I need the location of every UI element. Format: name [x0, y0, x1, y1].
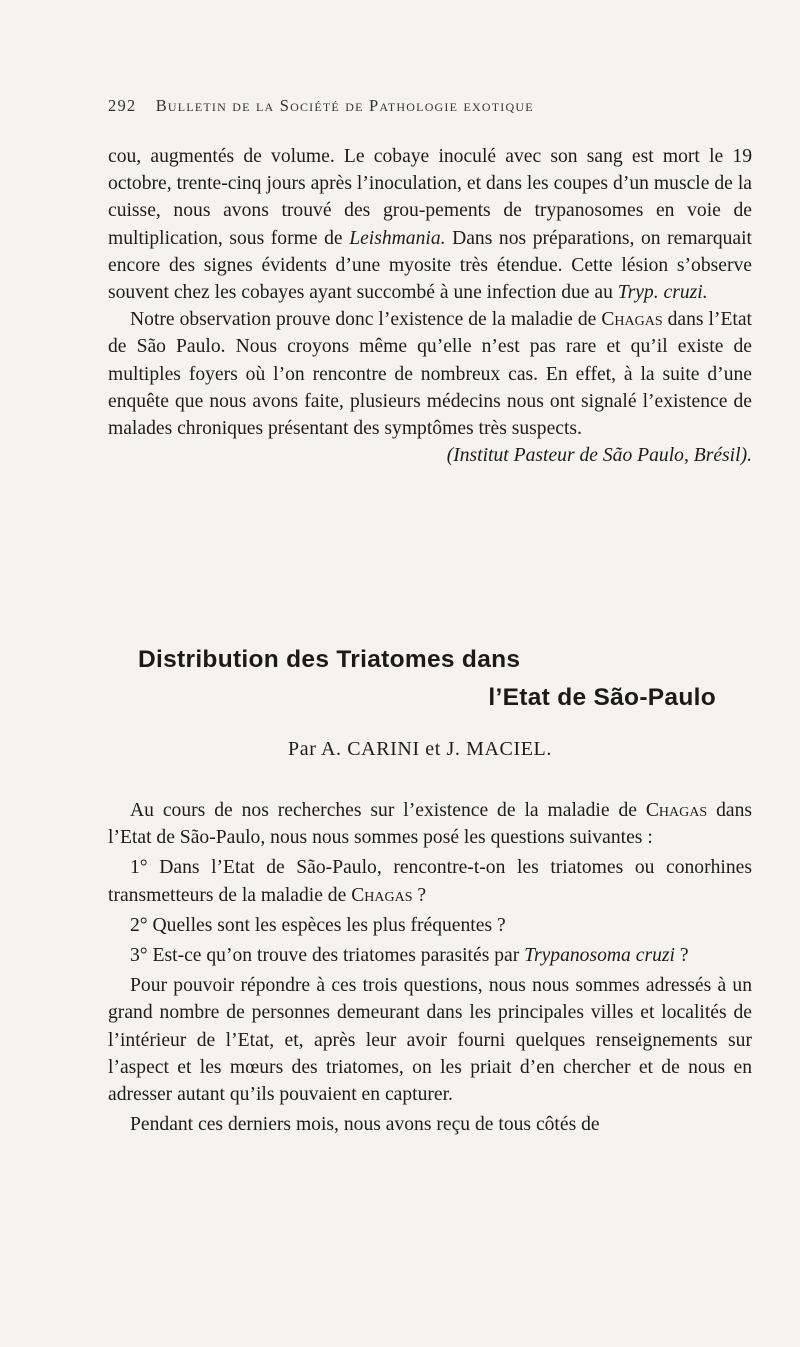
question-1 [108, 854, 752, 908]
paragraph: Pendant ces derniers mois, nous avons reçu de tous côtés de [130, 1114, 600, 1136]
text-run: dans l’Etat de São-Paulo, nous nous sommes posé les questions suivantes : [108, 800, 752, 849]
author-name: Chagas [351, 884, 413, 906]
article-body [108, 797, 752, 1138]
author-name: Chagas [601, 309, 663, 331]
article-title-line1: Distribution des Triatomes dans [138, 646, 521, 673]
italic-term: Trypanosoma cruzi [524, 945, 675, 967]
text-run: 1° Dans l’Etat de São-Paulo, rencontre-t-on les triatomes ou conorhines transmetteurs de la maladie de [108, 857, 752, 906]
paragraph [108, 143, 752, 306]
text-run: dans l’Etat de São Paulo. Nous croyons même qu’elle n’est pas rare et qu’il existe de multiples foyers où l’on rencontre de nombreux cas. En effet, à la suite d’une enquête que nous avons faite, plusieurs médecins nous ont signalé l’existence de malades chroniques présentant des symptômes très suspects. [108, 309, 752, 440]
text-run: Au cours de nos recherches sur l’existence de la maladie de [130, 800, 646, 821]
question-2: 2° Quelles sont les espèces les plus fréquentes ? [130, 914, 506, 936]
page-number: 292 [108, 96, 137, 115]
text-run: cou, augmentés de volume. Le cobaye inoculé avec son sang est mort le 19 octobre, trente-cinq jours après l’inoculation, et dans les coupes d’un muscle de la cuisse, nous avons trouvé des grou-pements de trypanosomes en voie de multiplication, sous forme de [108, 146, 752, 249]
text-run: Dans nos préparations, on remarquait encore des signes évidents d’une myosite très étendue. Cette lésion s’observe souvent chez les cobayes ayant succombé à une infection due au [108, 227, 752, 304]
text-run: Notre observation prouve donc l’existence de la maladie de [130, 309, 602, 331]
paragraph [108, 797, 752, 851]
paragraph: Pour pouvoir répondre à ces trois questions, nous nous sommes adressés à un grand nombre de personnes demeurant dans les principales villes et localités de l’intérieur de l’Etat, et, après leur avoir fourni quelques renseignements sur l’aspect et les mœurs des triatomes, on les priait d’en chercher et de nous en adresser autant qu’ils pouvaient en capturer. [108, 975, 752, 1106]
italic-term: Leishmania. [349, 227, 446, 249]
paragraph [108, 306, 752, 442]
italic-term: Tryp. cruzi. [617, 282, 708, 304]
affiliation-signature: (Institut Pasteur de São Paulo, Brésil). [446, 445, 752, 467]
article-authors: Par A. CARINI et J. MACIEL. [288, 738, 552, 760]
running-header [108, 96, 668, 116]
article-title-line2: l’Etat de São-Paulo [488, 684, 716, 711]
text-run: ? [412, 884, 427, 906]
text-run: ? [674, 945, 689, 967]
text-run: 3° Est-ce qu’on trouve des triatomes parasités par [130, 945, 525, 967]
continuation-block [108, 143, 752, 469]
question-3 [108, 942, 752, 969]
running-title: Bulletin de la Société de Pathologie exotique [155, 96, 534, 115]
author-name: Chagas [645, 800, 708, 821]
